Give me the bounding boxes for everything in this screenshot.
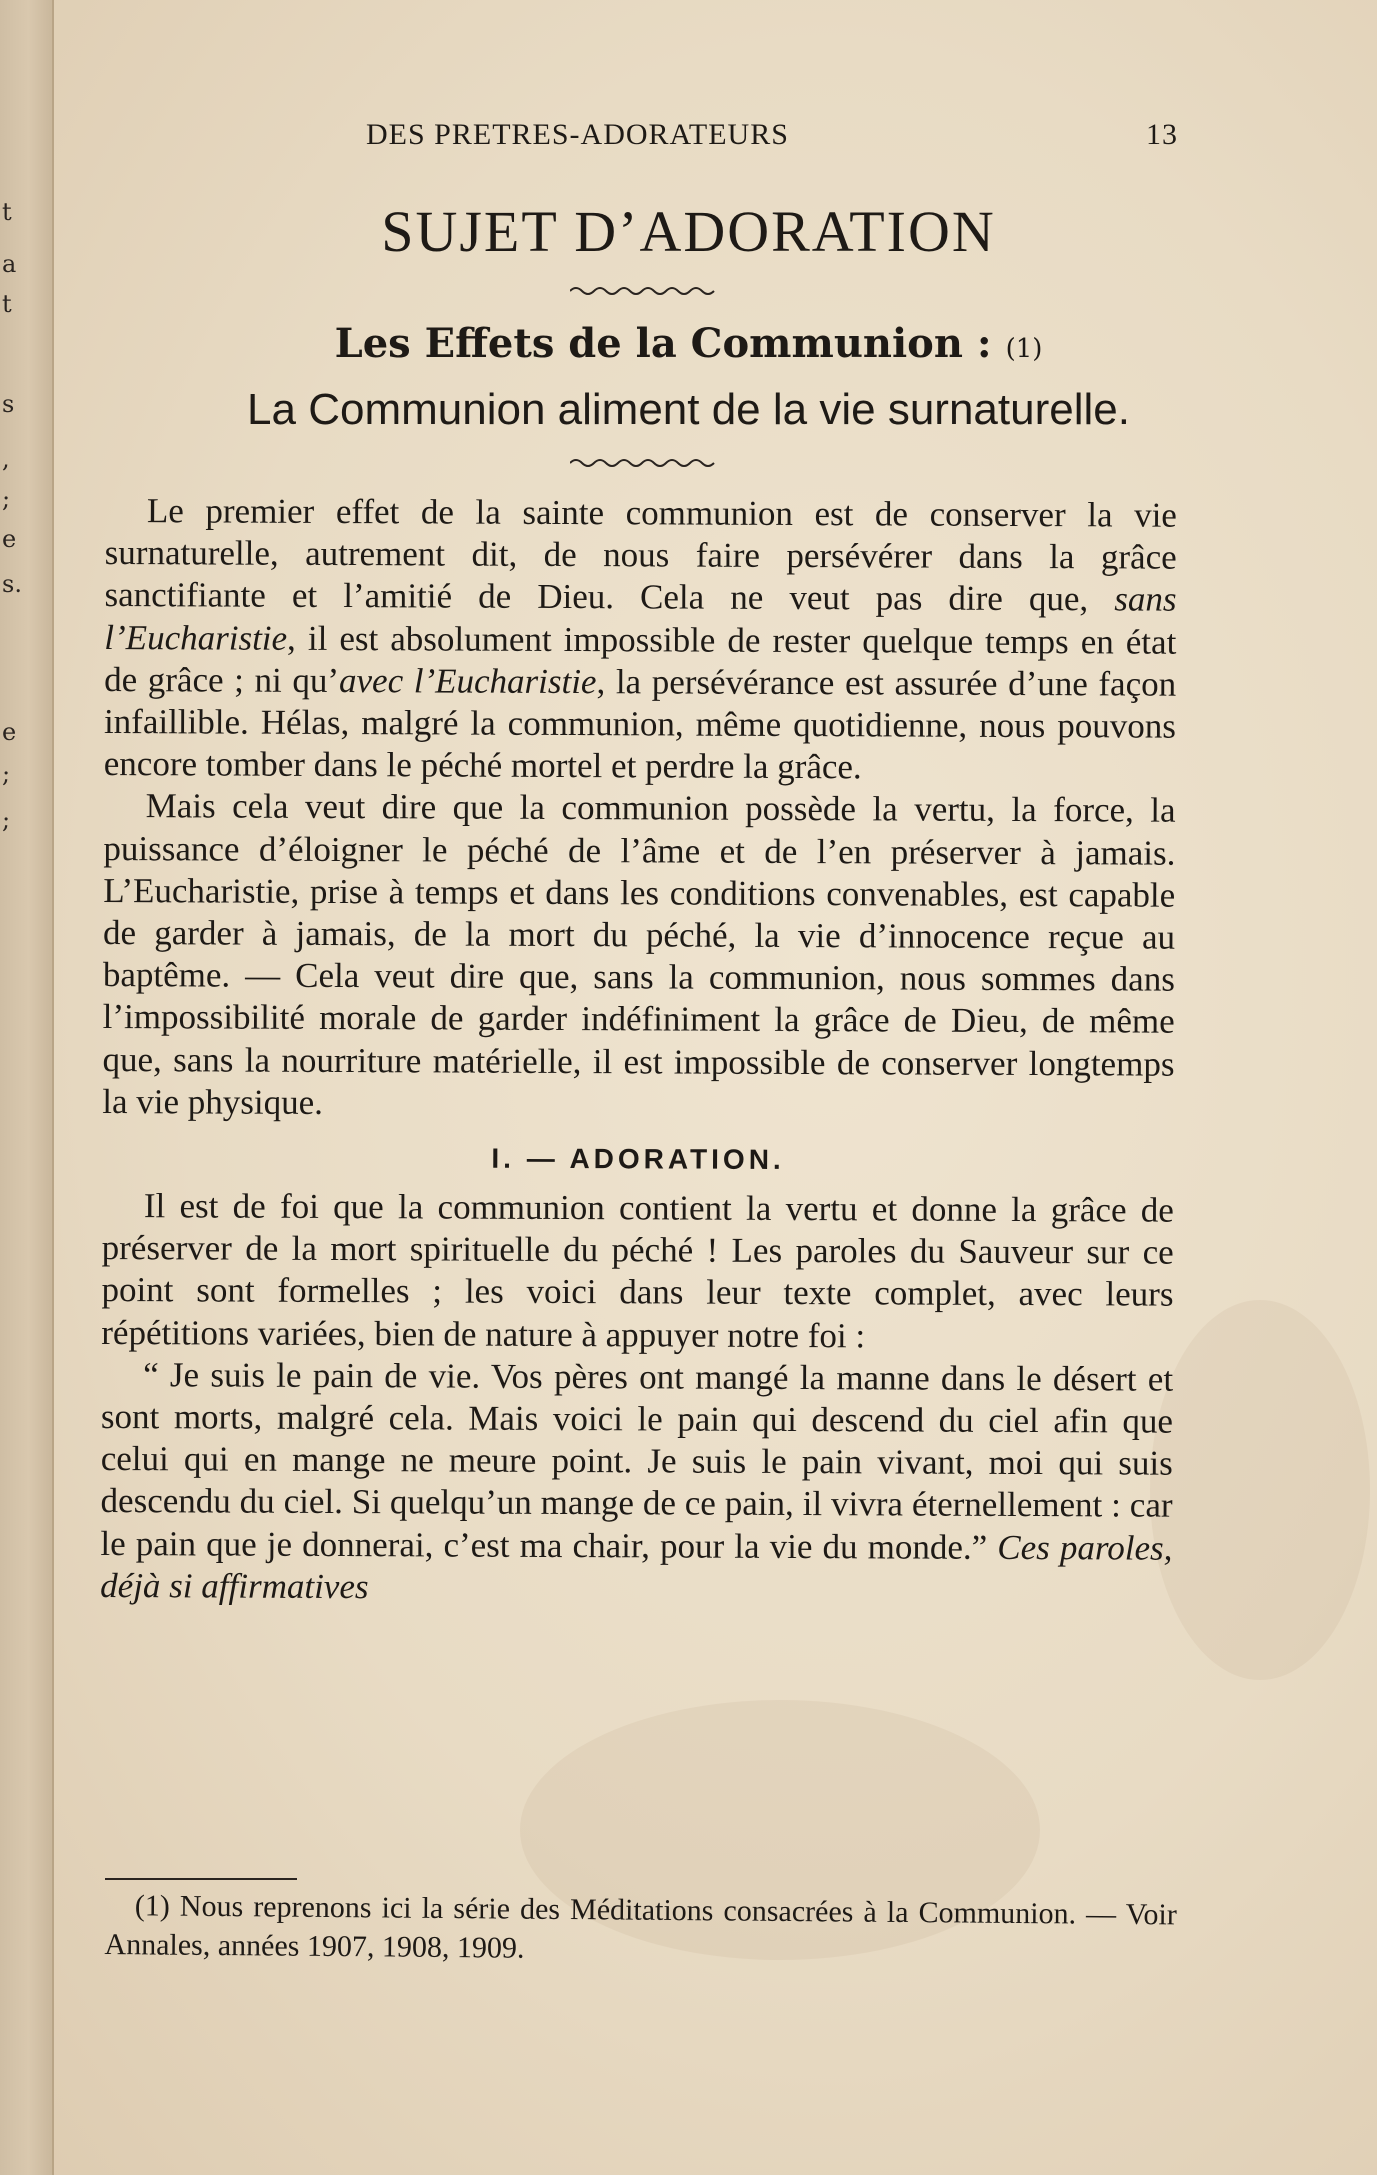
paper-stain xyxy=(1150,1300,1370,1680)
paragraph: Il est de foi que la communion contient la vertu et donne la grâce de préserver de la mort spirituelle du péché ! Les paroles du Sauveur sur ce point sont formelles ; les voici dans leur texte complet, avec leurs répétitions variées, bien de nature à appuyer notre foi : xyxy=(101,1186,1174,1355)
margin-fragment: , xyxy=(2,445,10,473)
footnote xyxy=(104,1886,1177,1973)
italic-phrase: sans l’Eucharistie xyxy=(104,579,1177,658)
ornament-wave-divider xyxy=(570,284,720,298)
margin-fragment: ; xyxy=(2,806,11,834)
running-title: DES PRETRES-ADORATEURS xyxy=(366,118,789,151)
paragraph-text: , il est absolument impossible de rester quelque temps en état de grâce ; ni qu’ xyxy=(104,618,1177,700)
body-text xyxy=(100,490,1177,1612)
paragraph-text: Le premier effet de la sainte communion est de conserver la vie surnaturelle, autrement dit, de nous faire persévérer dans la grâce sanctifiante et l’amitié de Dieu. Cela ne veut pas dire que, xyxy=(104,491,1177,619)
section-heading: I. — ADORATION. xyxy=(491,1142,785,1176)
running-header xyxy=(366,118,1196,158)
margin-fragment: ; xyxy=(2,485,11,513)
margin-fragment: e xyxy=(2,525,17,553)
paragraph-text: , la persévérance est assurée d’une façon infaillible. Hélas, malgré la communion, même quotidienne, nous pouvons encore tomber dans le péché mortel et perdre la grâce. xyxy=(103,661,1177,787)
paragraph xyxy=(100,1354,1173,1612)
margin-fragment: s. xyxy=(2,570,22,598)
page-number: 13 xyxy=(1146,118,1178,151)
margin-fragment: s xyxy=(2,390,15,418)
italic-phrase: Ces paroles, déjà si affirmatives xyxy=(100,1527,1173,1607)
paragraph-text: “ Je suis le pain de vie. Vos pères ont mangé la manne dans le désert et sont morts, malgré cela. Mais voici le pain qui descend du ciel afin que celui qui en mange ne meure point. Je suis le pain vivant, moi qui suis descendu du ciel. Si quelqu’un mange de ce pain, il vivra éternellement : car le pain que je donnerai, c’est ma chair, pour la vie du monde.” xyxy=(100,1355,1174,1567)
meditation-heading xyxy=(0,320,1377,367)
ornament-wave-divider xyxy=(570,456,720,470)
margin-fragment: ; xyxy=(2,760,11,788)
meditation-subheading: La Communion aliment de la vie surnaturelle. xyxy=(247,385,1130,434)
paragraph xyxy=(104,490,1177,790)
footnote-ref: (1) xyxy=(1005,334,1043,364)
margin-fragment: t xyxy=(2,290,12,318)
margin-fragment: e xyxy=(2,718,17,746)
footnote-rule xyxy=(105,1878,297,1880)
paragraph: Mais cela veut dire que la communion possède la vertu, la force, la puissance d’éloigner le péché de l’âme et de l’en préserver à jamais. L’Eucharistie, prise à temps et dans les conditions convenables, est capable de garder à jamais, de la mort du péché, la vie d’innocence reçue au baptême. — Cela veut dire que, sans la communion, nous sommes dans l’impossibilité morale de garder indéfiniment la grâce de Dieu, de même que, sans la nourriture matérielle, il est impossible de conserver longtemps la vie physique. xyxy=(102,786,1176,1122)
page-title: SUJET D’ADORATION xyxy=(381,199,996,264)
margin-fragment: t xyxy=(2,198,12,226)
italic-phrase: avec l’Eucharistie xyxy=(338,660,597,701)
margin-fragment: a xyxy=(2,250,17,278)
footnote-text: (1) Nous reprenons ici la série des Méditations consacrées à la Communion. — Voir Annales, années 1907, 1908, 1909. xyxy=(104,1889,1177,1965)
meditation-heading-text: Les Effets de la Communion : xyxy=(334,320,992,367)
